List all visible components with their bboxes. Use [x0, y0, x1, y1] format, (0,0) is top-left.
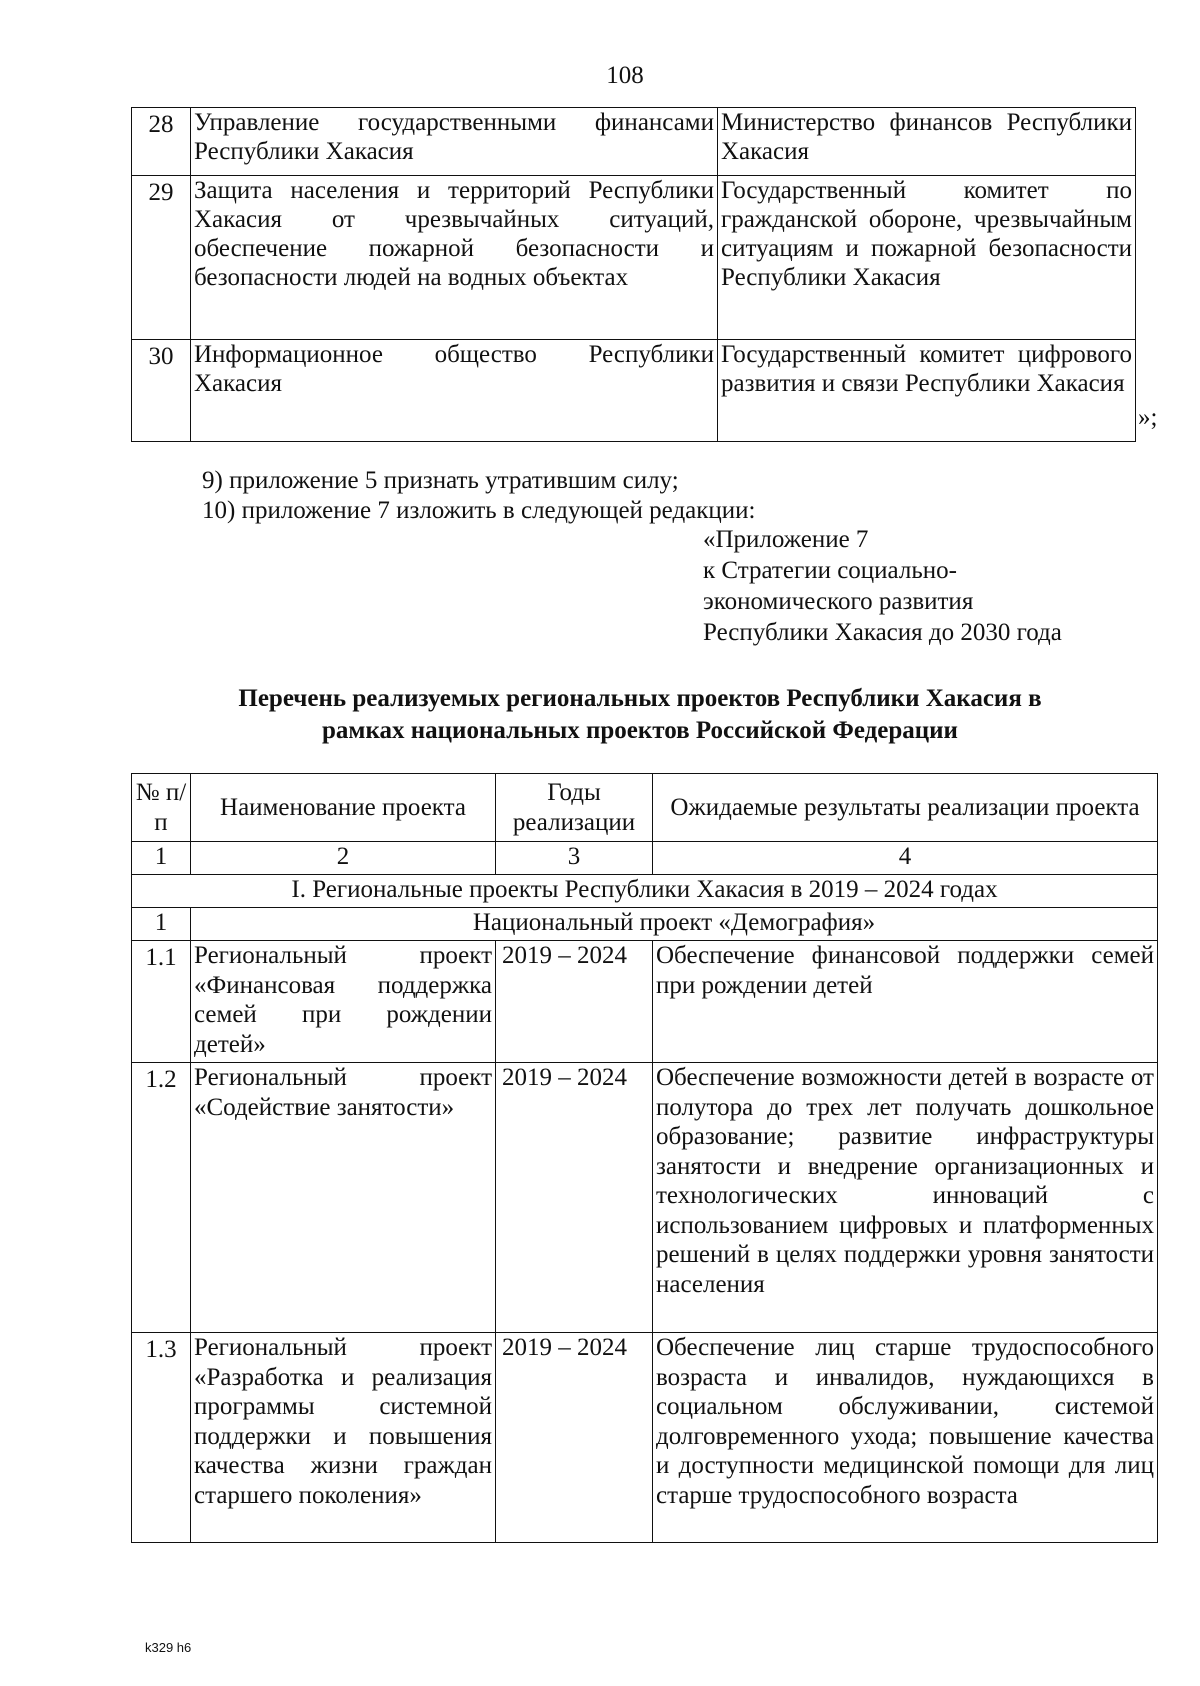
section-row	[132, 875, 1158, 908]
subsection-number: 1	[132, 908, 191, 941]
header-years: Годы реализации	[496, 774, 653, 842]
annex-heading	[703, 524, 1062, 648]
column-number: 2	[191, 842, 496, 875]
project-results: Обеспечение финансовой поддержки семей при рождении детей	[653, 941, 1158, 1063]
table-row	[132, 340, 1136, 442]
table-row	[132, 1333, 1158, 1543]
annex-line: экономического развития	[703, 588, 974, 615]
header-project-name: Наименование проекта	[191, 774, 496, 842]
program-name: Управление государственными финансами Республики Хакасия	[191, 108, 718, 176]
project-years: 2019 – 2024	[496, 1333, 653, 1543]
title-line: рамках национальных проектов Российской Федерации	[322, 717, 958, 744]
row-number: 1.2	[132, 1063, 191, 1333]
projects-table	[131, 773, 1158, 1543]
paragraph-10: 10) приложение 7 изложить в следующей редакции:	[202, 497, 756, 524]
subsection-row	[132, 908, 1158, 941]
top-table	[131, 107, 1136, 442]
footer-code: k329 h6	[145, 1640, 192, 1655]
title-line: Перечень реализуемых региональных проектов Республики Хакасия в	[238, 685, 1042, 712]
table-row	[132, 941, 1158, 1063]
column-number: 3	[496, 842, 653, 875]
project-name: Региональный проект «Содействие занятости»	[191, 1063, 496, 1333]
row-number: 1.3	[132, 1333, 191, 1543]
responsible-body: Министерство финансов Республики Хакасия	[718, 108, 1136, 176]
annex-line: Республики Хакасия до 2030 года	[703, 619, 1062, 646]
column-number-row	[132, 842, 1158, 875]
project-results: Обеспечение лиц старше трудоспособного возраста и инвалидов, нуждающихся в социальном обслуживании, системой долговременного ухода; повышение качества и доступности медицинской помощи для лиц старше трудоспособного возраста	[653, 1333, 1158, 1543]
header-row	[132, 774, 1158, 842]
annex-line: «Приложение 7	[703, 526, 869, 553]
program-name: Информационное общество Республики Хакасия	[191, 340, 718, 442]
header-number: № п/п	[132, 774, 191, 842]
section-title: I. Региональные проекты Республики Хакасия в 2019 – 2024 годах	[132, 875, 1158, 908]
row-number: 28	[132, 108, 191, 176]
column-number: 4	[653, 842, 1158, 875]
project-years: 2019 – 2024	[496, 1063, 653, 1333]
header-results: Ожидаемые результаты реализации проекта	[653, 774, 1158, 842]
responsible-body: Государственный комитет по гражданской обороне, чрезвычайным ситуациям и пожарной безопасности Республики Хакасия	[718, 176, 1136, 340]
annex-line: к Стратегии социально-	[703, 557, 957, 584]
project-name: Региональный проект «Разработка и реализация программы системной поддержки и повышения качества жизни граждан старшего поколения»	[191, 1333, 496, 1543]
paragraph-9: 9) приложение 5 признать утратившим силу;	[202, 467, 679, 494]
project-years: 2019 – 2024	[496, 941, 653, 1063]
page-number: 108	[606, 62, 644, 89]
project-results: Обеспечение возможности детей в возрасте от полутора до трех лет получать дошкольное образование; развитие инфраструктуры занятости и внедрение организационных и технологических инноваций с использованием цифровых и платформенных решений в целях поддержки уровня занятости населения	[653, 1063, 1158, 1333]
responsible-body: Государственный комитет цифрового развития и связи Республики Хакасия	[718, 340, 1136, 442]
project-name: Региональный проект «Финансовая поддержка семей при рождении детей»	[191, 941, 496, 1063]
program-name: Защита населения и территорий Республики Хакасия от чрезвычайных ситуаций, обеспечение пожарной безопасности и безопасности людей на водных объектах	[191, 176, 718, 340]
row-number: 30	[132, 340, 191, 442]
row-number: 1.1	[132, 941, 191, 1063]
column-number: 1	[132, 842, 191, 875]
table-row	[132, 176, 1136, 340]
table-row	[132, 108, 1136, 176]
row-number: 29	[132, 176, 191, 340]
subsection-title: Национальный проект «Демография»	[191, 908, 1158, 941]
document-title	[140, 683, 1140, 747]
closing-quote: »;	[1138, 404, 1158, 431]
table-row	[132, 1063, 1158, 1333]
